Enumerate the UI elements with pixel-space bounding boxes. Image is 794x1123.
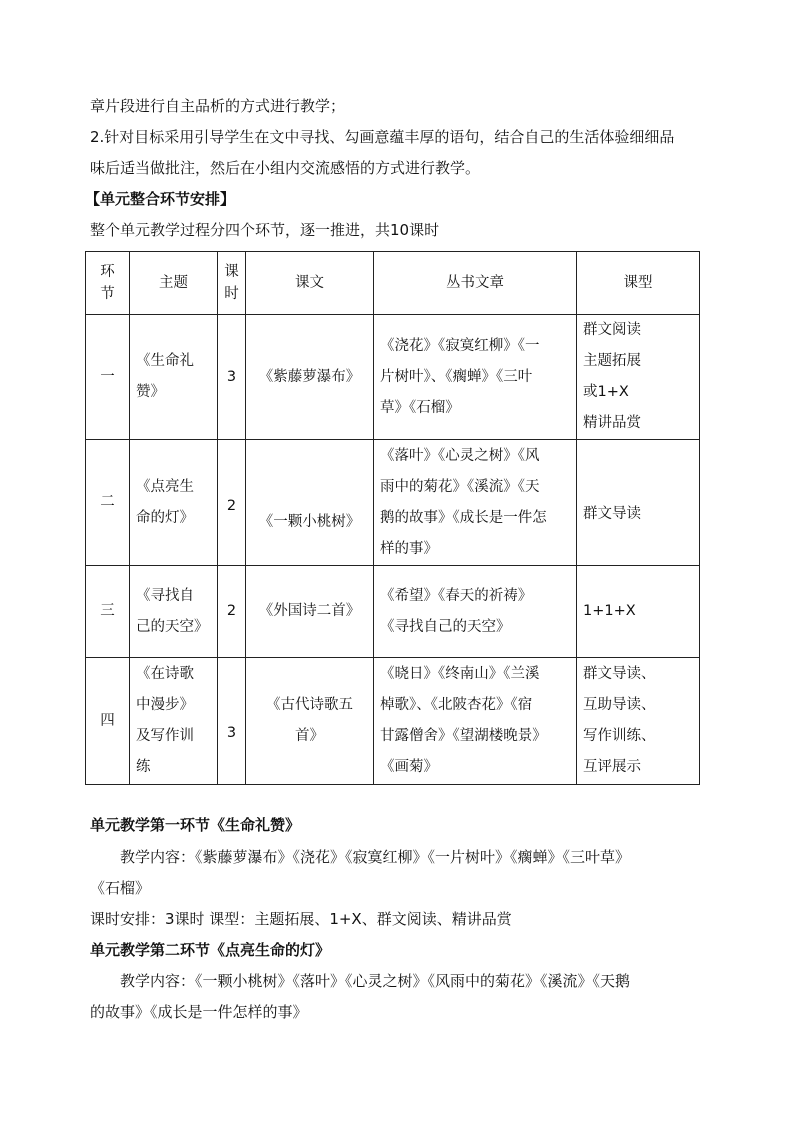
row-hours: 2 — [218, 566, 246, 658]
table-row — [86, 315, 700, 440]
row-series: 《希望》《春天的祈祷》 《寻找自己的天空》 — [374, 566, 577, 658]
header-text: 课文 — [246, 252, 374, 315]
header-hours: 课 时 — [218, 252, 246, 315]
table-header-row — [86, 252, 700, 315]
stage1-content-line-1: 教学内容：《紫藤萝瀑布》《浇花》《寂寞红柳》《一片树叶》《瘸蝉》《三叶草》 — [120, 848, 631, 866]
table-row — [86, 658, 700, 785]
row-hours: 2 — [218, 440, 246, 566]
stage2-heading: 单元教学第二环节《点亮生命的灯》 — [90, 941, 331, 959]
row-theme: 《寻找自 己的天空》 — [130, 566, 218, 658]
row-hours: 3 — [218, 658, 246, 785]
row-stage: 四 — [86, 658, 130, 785]
row-stage: 二 — [86, 440, 130, 566]
stage1-schedule: 课时安排：3课时 课型：主题拓展、1+X、群文阅读、精讲品赏 — [90, 910, 512, 928]
intro-line-2: 2.针对目标采用引导学生在文中寻找、勾画意蕴丰厚的语句，结合自己的生活体验细细品 — [90, 128, 675, 146]
row-hours: 3 — [218, 315, 246, 440]
stage2-content-line-2: 的故事》《成长是一件怎样的事》 — [90, 1003, 308, 1021]
row-series: 《浇花》《寂寞红柳》《一 片树叶》、《瘸蝉》《三叶 草》《石榴》 — [374, 315, 577, 440]
row-theme: 《在诗歌 中漫步》 及写作训 练 — [130, 658, 218, 785]
row-theme: 《生命礼 赞》 — [130, 315, 218, 440]
row-text: 《一颗小桃树》 — [246, 440, 374, 566]
stage1-content-line-2: 《石榴》 — [90, 879, 151, 897]
row-type: 1+1+X — [577, 566, 700, 658]
row-series: 《晓日》《终南山》《兰溪 棹歌》、《北陂杏花》《宿 甘露僧舍》《望湖楼晚景》 《画菊》 — [374, 658, 577, 785]
intro-line-3: 味后适当做批注，然后在小组内交流感悟的方式进行教学。 — [90, 159, 481, 177]
row-theme: 《点亮生 命的灯》 — [130, 440, 218, 566]
row-series: 《落叶》《心灵之树》《风 雨中的菊花》《溪流》《天 鹅的故事》《成长是一件怎 样的事》 — [374, 440, 577, 566]
unit-schedule-table — [85, 251, 700, 785]
stage1-heading: 单元教学第一环节《生命礼赞》 — [90, 816, 301, 834]
row-type: 群文阅读 主题拓展 或1+X 精讲品赏 — [577, 315, 700, 440]
section-heading: 【单元整合环节安排】 — [85, 190, 236, 208]
header-type: 课型 — [577, 252, 700, 315]
row-text: 《古代诗歌五 首》 — [246, 658, 374, 785]
header-theme: 主题 — [130, 252, 218, 315]
table-row — [86, 566, 700, 658]
section-summary: 整个单元教学过程分四个环节，逐一推进，共10课时 — [90, 221, 440, 239]
table-row — [86, 440, 700, 566]
row-type: 群文导读 — [577, 440, 700, 566]
row-stage: 一 — [86, 315, 130, 440]
row-text: 《紫藤萝瀑布》 — [246, 315, 374, 440]
stage2-content-line-1: 教学内容：《一颗小桃树》《落叶》《心灵之树》《风雨中的菊花》《溪流》《天鹅 — [120, 972, 631, 990]
header-series: 丛书文章 — [374, 252, 577, 315]
header-stage: 环 节 — [86, 252, 130, 315]
intro-line-1: 章片段进行自主品析的方式进行教学； — [90, 97, 346, 115]
row-type: 群文导读、 互助导读、 写作训练、 互评展示 — [577, 658, 700, 785]
row-text: 《外国诗二首》 — [246, 566, 374, 658]
row-stage: 三 — [86, 566, 130, 658]
